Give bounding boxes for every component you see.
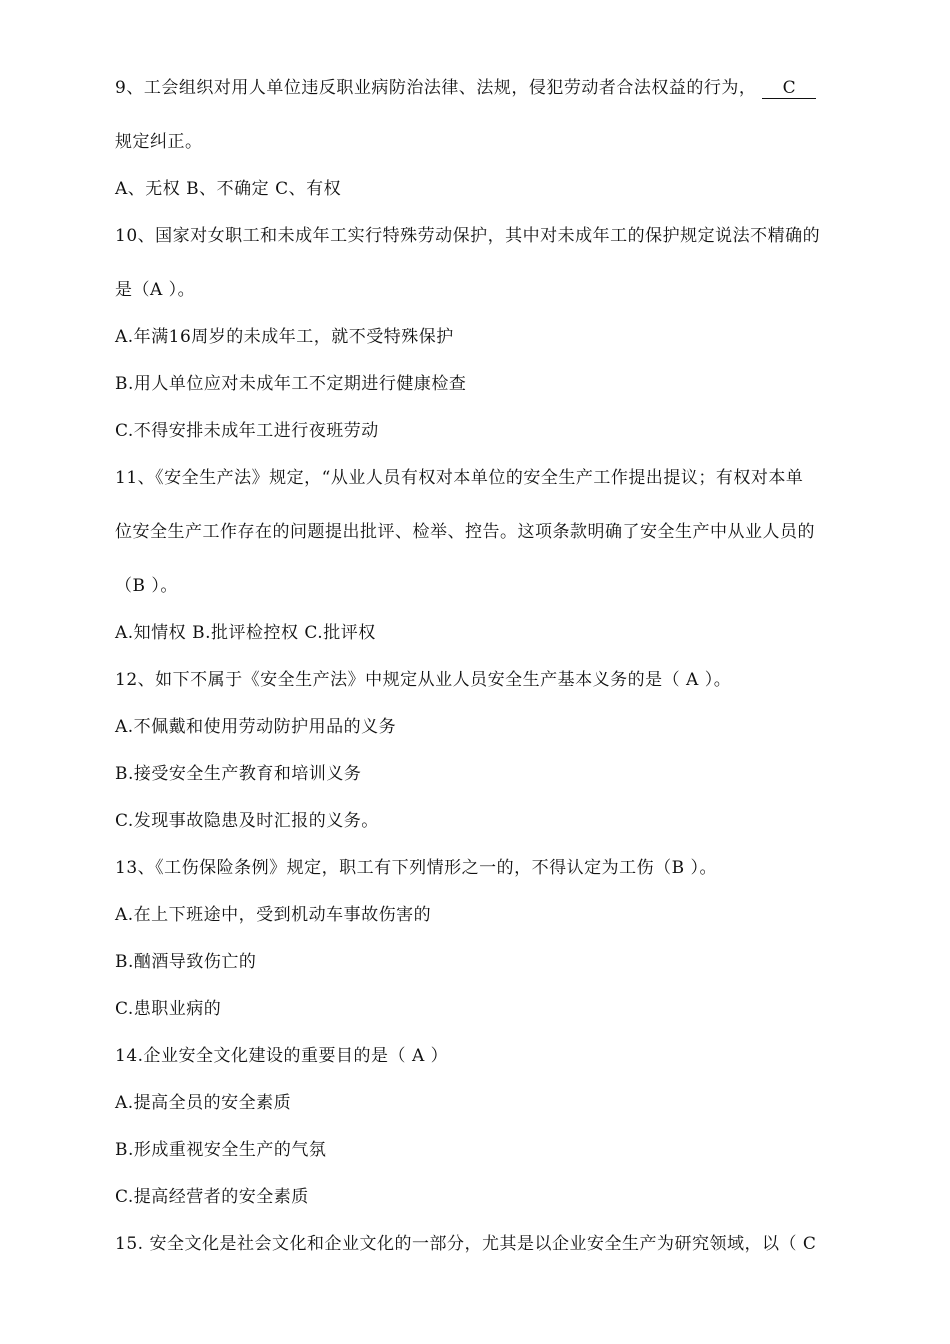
q13-stem: 13、《工伤保险条例》规定，职工有下列情形之一的，不得认定为工伤（B ）。 [115,858,718,878]
q14-option-c: C.提高经营者的安全素质 [115,1187,309,1207]
q10-option-b: B.用人单位应对未成年工不定期进行健康检查 [115,374,467,394]
q12-option-a: A.不佩戴和使用劳动防护用品的义务 [115,717,397,737]
q10-stem-line2: 是（A ）。 [115,280,196,300]
q12-option-c: C.发现事故隐患及时汇报的义务。 [115,811,379,831]
q9-answer-blank: C [762,78,816,99]
q14-option-a: A.提高全员的安全素质 [115,1093,292,1113]
q9-stem-line1 [115,78,816,99]
q10-option-a: A.年满16周岁的未成年工，就不受特殊保护 [115,327,454,347]
q9-stem-line2: 规定纠正。 [115,132,203,152]
q11-stem-line1: 11、《安全生产法》规定，“从业人员有权对本单位的安全生产工作提出提议；有权对本单 [115,468,804,488]
q9-stem-text: 9、工会组织对用人单位违反职业病防治法律、法规，侵犯劳动者合法权益的行为， [115,78,757,98]
q13-option-c: C.患职业病的 [115,999,222,1019]
q13-option-a: A.在上下班途中，受到机动车事故伤害的 [115,905,432,925]
q13-option-b: B.酗酒导致伤亡的 [115,952,257,972]
q10-option-c: C.不得安排未成年工进行夜班劳动 [115,421,379,441]
q10-stem-line1: 10、国家对女职工和未成年工实行特殊劳动保护，其中对未成年工的保护规定说法不精确的 [115,226,821,246]
q12-stem: 12、如下不属于《安全生产法》中规定从业人员安全生产基本义务的是（ A ）。 [115,670,732,690]
q9-options: A、无权 B、不确定 C、有权 [115,179,342,199]
q14-option-b: B.形成重视安全生产的气氛 [115,1140,327,1160]
q12-option-b: B.接受安全生产教育和培训义务 [115,764,362,784]
q11-options: A.知情权 B.批评检控权 C.批评权 [115,623,376,643]
q14-stem: 14.企业安全文化建设的重要目的是（ A ） [115,1046,449,1066]
q11-stem-line2: 位安全生产工作存在的问题提出批评、检举、控告。这项条款明确了安全生产中从业人员的 [115,522,815,542]
q15-stem: 15. 安全文化是社会文化和企业文化的一部分，尤其是以企业安全生产为研究领域，以（ C [115,1234,817,1254]
q11-stem-line3: （B ）。 [115,576,178,596]
